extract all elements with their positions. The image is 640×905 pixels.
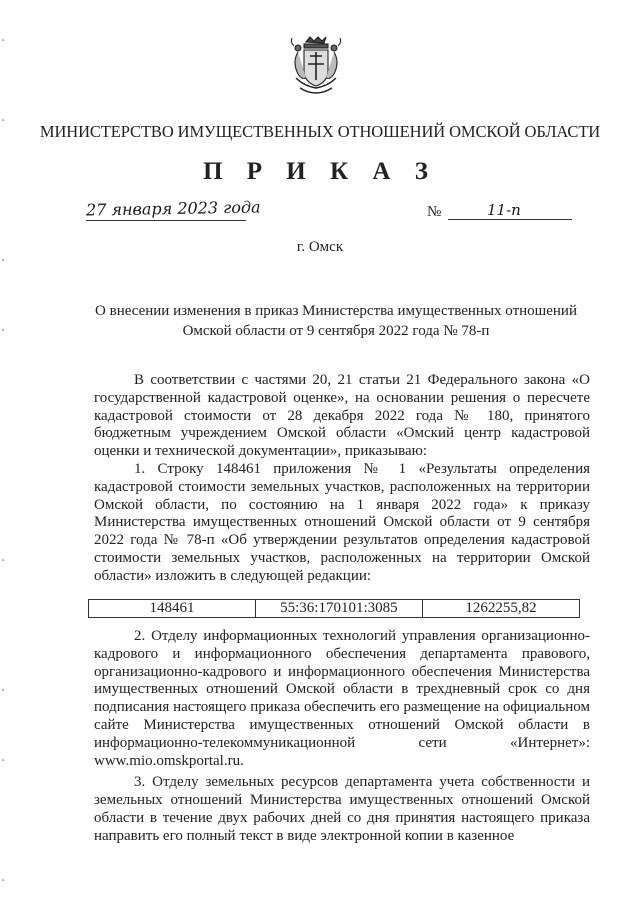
number-underline bbox=[448, 219, 572, 220]
item-3-paragraph: 3. Отделу земельных ресурсов департамента учета собственности и земельных отношений Министерства имущественных отношений Омской области в течение двух рабочих дней со дня принятия настоящего приказа направить его полный текст в виде электронной копии в казенное bbox=[94, 774, 590, 844]
cadastral-table bbox=[88, 599, 580, 618]
table-row bbox=[89, 600, 580, 618]
subject-line-1: О внесении изменения в приказ Министерства имущественных отношений bbox=[95, 303, 577, 319]
document-body-part-1 bbox=[94, 372, 590, 586]
document-body-part-2 bbox=[94, 628, 590, 846]
table-cell-cadastral-number: 55:36:170101:3085 bbox=[255, 600, 422, 618]
item-2-paragraph: 2. Отделу информационных технологий управления организационно-кадрового и информационного обеспечения департамента правового, организационно-кадрового и информационного обеспечения Министерства имущественных отношений Омской области в трехдневный срок со дня подписания настоящего приказа обеспечить его размещение на официальном сайте Министерства имущественных отношений Омской области в информационно-телекоммуникационной сети «Интернет»: www.mio.omskportal.ru. bbox=[94, 628, 590, 769]
preamble-paragraph: В соответствии с частями 20, 21 статьи 21 Федерального закона «О государственной кадастровой оценке», на основании решения о пересчете кадастровой стоимости от 28 декабря 2022 года № 180, принятого бюджетным учреждением Омской области «Омский центр кадастровой оценки и технической документации», приказываю: bbox=[94, 372, 590, 460]
city-label: г. Омск bbox=[296, 239, 344, 255]
number-label: № bbox=[427, 204, 442, 220]
item-1-paragraph: 1. Строку 148461 приложения № 1 «Результаты определения кадастровой стоимости земельных участков, расположенных на территории Омской области, по состоянию на 1 января 2022 года» к приказу Министерства имущественных отношений Омской области от 9 сентября 2022 года № 78-п «Об утверждении результатов определения кадастровой стоимости земельных участков, расположенных на территории Омской области» изложить в следующей редакции: bbox=[94, 460, 590, 584]
table-cell-row-number: 148461 bbox=[89, 600, 256, 618]
handwritten-date: 27 января 2023 года bbox=[85, 197, 261, 220]
table-cell-cadastral-value: 1262255,82 bbox=[422, 600, 579, 618]
subject-line-2: Омской области от 9 сентября 2022 года № 78-п bbox=[182, 322, 490, 339]
document-subject bbox=[88, 302, 584, 341]
ministry-title: МИНИСТЕРСТВО ИМУЩЕСТВЕННЫХ ОТНОШЕНИЙ ОМСКОЙ ОБЛАСТИ bbox=[39, 122, 601, 141]
handwritten-number: 11-п bbox=[487, 201, 521, 219]
document-type-title: П Р И К А З bbox=[203, 158, 437, 185]
date-underline bbox=[86, 220, 246, 221]
coat-of-arms-emblem bbox=[284, 34, 348, 106]
